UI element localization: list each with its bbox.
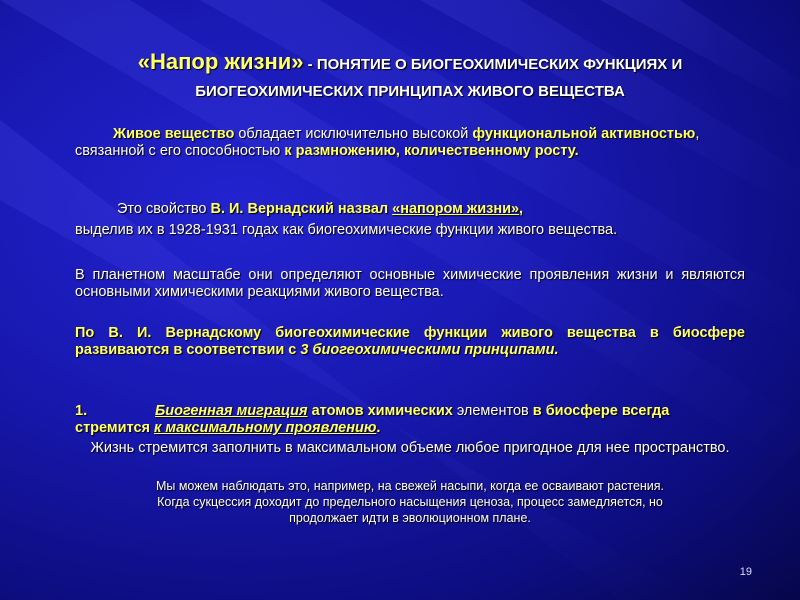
paragraph-living-matter: Живое вещество обладает исключительно высокой функциональной активностью, связанной с его способностью к размножению, количественному росту. bbox=[75, 126, 700, 159]
paragraph-planetary-scale: В планетном масштабе они определяют основные химические проявления жизни и являются основными химическими реакциями живого вещества. bbox=[75, 267, 745, 300]
paragraph-vernadsky: Это свойство В. И. Вернадский назвал «напором жизни», выделив их в 1928-1931 годах как биогеохимические функции живого вещества. bbox=[75, 201, 618, 238]
principle-number: 1. bbox=[75, 403, 88, 419]
paragraph-life-fills-space: Жизнь стремится заполнить в максимальном объеме любое пригодное для нее пространство. bbox=[90, 440, 730, 456]
slide-title bbox=[60, 48, 760, 105]
slide-number: 19 bbox=[739, 566, 752, 578]
title-line2: БИОГЕОХИМИЧЕСКИХ ПРИНЦИПАХ ЖИВОГО ВЕЩЕСТВА bbox=[195, 83, 625, 100]
title-rest: - ПОНЯТИЕ О БИОГЕОХИМИЧЕСКИХ ФУНКЦИЯХ И bbox=[303, 56, 683, 73]
title-main: «Напор жизни» bbox=[137, 49, 304, 74]
principle-1: 1. Биогенная миграция атомов химических элементов в биосфере всегда стремится к максимальному проявлению. bbox=[75, 403, 670, 436]
paragraph-principles: По В. И. Вернадскому биогеохимические функции живого вещества в биосфере развиваются в соответствии с 3 биогеохимическими принципами. bbox=[75, 325, 745, 358]
paragraph-succession-example: Мы можем наблюдать это, например, на свежей насыпи, когда ее осваивают растения. Когда сукцессия доходит до предельного насыщения ценоза, процесс замедляется, но продолжает идти в эволюционном плане. bbox=[155, 479, 665, 525]
